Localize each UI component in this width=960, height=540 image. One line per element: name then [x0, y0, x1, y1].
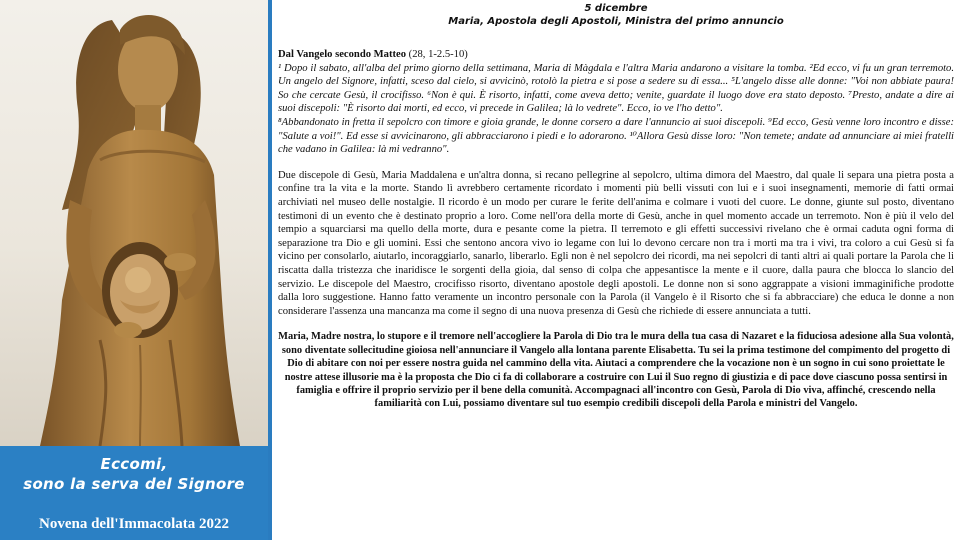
caption-title — [0, 454, 268, 494]
caption-line-1: Eccomi, — [100, 455, 168, 473]
gospel-reading — [272, 28, 960, 157]
reading-paragraph-1: ¹ Dopo il sabato, all'alba del primo giorno della settimana, Maria di Màgdala e l'altra Maria andarono a visitare la tomba. ²Ed ecco, vi fu un gran terremoto. Un angelo del Signore, infatti, sceso dal cielo, si avvicinò, rotolò la pietra e si pose a sedere su di essa... ⁵L'angelo disse alle donne: "Voi non abbiate paura! So che cercate Gesù, il crocifisso. ⁶Non è qui. È risorto, infatti, come aveva detto; venite, guardate il luogo dove era stato deposto. ⁷Presto, andate a dire ai suoi discepoli: "È risorto dai morti, ed ecco, vi precede in Galilea; là lo vedrete". Ecco, io ve l'ho detto". — [278, 62, 954, 115]
left-panel — [0, 0, 268, 540]
reading-paragraph-2: ⁸Abbandonato in fretta il sepolcro con timore e gioia grande, le donne corsero a dare l'annuncio ai suoi discepoli. ⁹Ed ecco, Gesù venne loro incontro e disse: "Salute a voi!". Ed esse si avvicinarono, gli abbracciarono i piedi e lo adorarono. ¹⁰Allora Gesù disse loro: "Non temete; andate ad annunciare ai miei fratelli che vadano in Galilea: là mi vedranno". — [278, 116, 954, 156]
reading-title: Dal Vangelo secondo Matteo — [278, 49, 407, 60]
novena-label: Novena dell'Immacolata 2022 — [39, 516, 229, 532]
subtitle-heading: Maria, Apostola degli Apostoli, Ministra del primo annuncio — [448, 16, 784, 27]
text-panel — [272, 0, 960, 540]
madonna-statue-image — [0, 0, 268, 446]
prayer-paragraph: Maria, Madre nostra, lo stupore e il tremore nell'accogliere la Parola di Dio tra le mura della tua casa di Nazaret e la fiduciosa adesione alla Sua volontà, sono diventate sollecitudine gioiosa nell'annunciare il Vangelo alla lontana parente Elisabetta. Tu sei la prima testimone del compimento del progetto di Dio di abitare con noi per essere nostra guida nel cammino della vita. Aiutaci a comprendere che la vocazione non è un sogno in cui sono proiettate le nostre attese illusorie ma è la proposta che Dio ci fa di collaborare a costruire con Lui il Suo regno di giustizia e di pace dove ciascuno possa sentirsi in famiglia e offrire il proprio servizio per il bene della comunità. Accompagnaci all'incontro con Gesù, Parola di Dio viva, affinché, crescendo nella familiarità con Lui, possiamo diventare sul tuo esempio credibili discepoli della Parola e ministri del Vangelo. — [278, 331, 954, 410]
statue-photo — [0, 0, 268, 446]
caption-line-2: sono la serva del Signore — [23, 475, 245, 493]
commentary-paragraph: Due discepole di Gesù, Maria Maddalena e un'altra donna, si recano pellegrine al sepolcro, ultima dimora del Maestro, dal quale li separa una pietra posta a confine tra la vita e la morte. Stando lì avrebbero certamente ricordato i momenti più belli vissuti con lui e i suoi insegnamenti, memorie di fatti ormai archiviati nel museo delle nostalgie. Il ricordo è un modo per curare le ferite dell'anima e colmare i vuoti del cuore. Le donne, giunte sul posto, diventano testimoni di un evento che è destinato proprio a loro. Come nell'ora della morte di Gesù, anche in quel momento accade un terremoto. Non è più il velo del tempio a squarciarsi ma quello della morte, dura e pesante come la pietra. Il terremoto e gli effetti successivi rivelano che è ormai caduta ogni forma di separazione tra Dio e gli uomini. Essi che sentono ancora vivo io legame con lui lo devono cercare non tra i morti ma tra i vivi, tra coloro a cui Gesù si fa vicino per consolarlo, aiutarlo, incoraggiarlo, sanarlo, liberarlo. Egli non è nel sepolcro dei ricordi, ma nei sepolcri di tanti altri ai quali portare la Parola che li riscatta dalla tristezza che inaridisce le sorgenti della gioia, dal senso di colpa che appesantisce la mente e il cuore, dalla paura che blocca lo slancio del servizio. Le discepole del Maestro, crocifisso risorto, diventano apostole degli apostoli. Le donne non si sono aggrappate a visioni immaginifiche prodotte dalla loro suggestione. Hanno fatto veramente un incontro personale con la Parola (il Vangelo è il Risorto che si fa abbracciare) che educa le donne a non considerare l'assenza una mancanza ma come il segno di una nuova presenza di Gesù che richiede di essere annunciata a tutti. — [278, 169, 954, 317]
page-header — [272, 0, 960, 28]
date-heading: 5 dicembre — [584, 3, 648, 14]
caption-box — [0, 446, 268, 540]
reading-reference: (28, 1-2.5-10) — [408, 49, 468, 60]
